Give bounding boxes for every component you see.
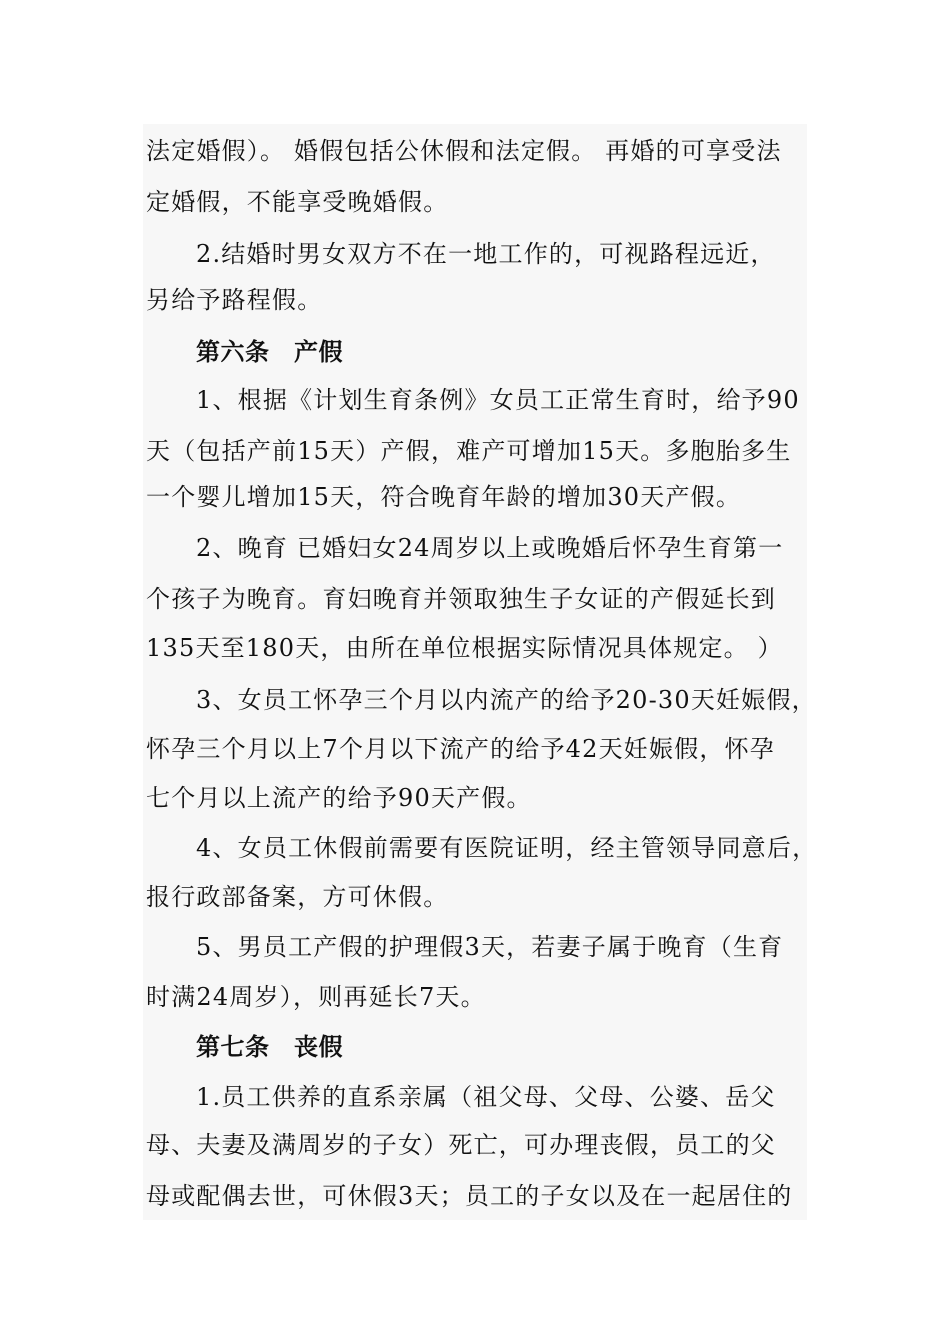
text-line: 2.结婚时男女双方不在一地工作的，可视路程远近， <box>196 240 776 268</box>
text-line: 5、男员工产假的护理假3天，若妻子属于晚育（生育 <box>196 933 784 961</box>
text-line: 怀孕三个月以上7个月以下流产的给予42天妊娠假，怀孕 <box>146 735 776 763</box>
section-heading-maternity-leave: 第六条 产假 <box>196 338 343 366</box>
text-line: 1、根据《计划生育条例》女员工正常生育时，给予90 <box>196 386 800 414</box>
text-line: 一个婴儿增加15天，符合晚育年龄的增加30天产假。 <box>146 483 742 511</box>
text-line: 1.员工供养的直系亲属（祖父母、父母、公婆、岳父 <box>196 1083 776 1111</box>
text-line: 七个月以上流产的给予90天产假。 <box>146 784 532 812</box>
section-heading-bereavement-leave: 第七条 丧假 <box>196 1033 343 1061</box>
text-line: 2、晚育 已婚妇女24周岁以上或晚婚后怀孕生育第一 <box>196 534 784 562</box>
text-line: 定婚假，不能享受晚婚假。 <box>146 188 449 216</box>
text-line: 3、女员工怀孕三个月以内流产的给予20-30天妊娠假， <box>196 686 817 714</box>
text-line: 另给予路程假。 <box>146 286 323 314</box>
text-line: 母或配偶去世，可休假3天；员工的子女以及在一起居住的 <box>146 1182 793 1210</box>
text-line: 135天至180天，由所在单位根据实际情况具体规定。 ） <box>146 634 783 662</box>
text-line: 天（包括产前15天）产假，难产可增加15天。多胞胎多生 <box>146 437 792 465</box>
text-line: 时满24周岁），则再延长7天。 <box>146 983 486 1011</box>
text-line: 报行政部备案，方可休假。 <box>146 883 449 911</box>
text-line: 4、女员工休假前需要有医院证明，经主管领导同意后， <box>196 834 818 862</box>
text-line: 个孩子为晚育。育妇晚育并领取独生子女证的产假延长到 <box>146 585 776 613</box>
text-line: 法定婚假）。 婚假包括公休假和法定假。 再婚的可享受法 <box>146 137 782 165</box>
text-line: 母、夫妻及满周岁的子女）死亡，可办理丧假，员工的父 <box>146 1131 776 1159</box>
